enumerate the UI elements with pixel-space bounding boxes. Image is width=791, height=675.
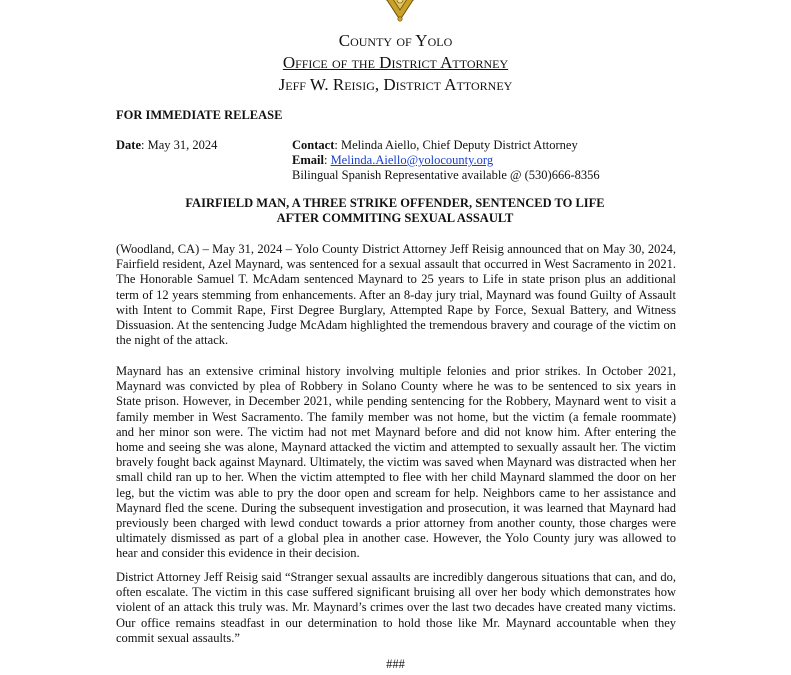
release-date (116, 138, 217, 153)
district-attorney-name: Jeff W. Reisig, District Attorney (278, 75, 513, 94)
end-mark: ### (386, 657, 405, 671)
date-label: Date (116, 138, 141, 152)
headline-line-1: FAIRFIELD MAN, A THREE STRIKE OFFENDER, SENTENCED TO LIFE (185, 196, 605, 210)
email-separator: : (323, 153, 331, 167)
headline (116, 196, 674, 226)
body-paragraph-3: District Attorney Jeff Reisig said “Stranger sexual assaults are incredibly dangerous situations that can, and do, often escalate. The victim in this case suffered significant bruising all over her body which demonstrates how violent of an attack this truly was. Mr. Maynard’s crimes over the last two decades have created many victims. Our office remains steadfast in our determination to hold those like Mr. Maynard accountable when they commit sexual assaults.” (116, 570, 676, 645)
contact-value: : Melinda Aiello, Chief Deputy District Attorney (334, 138, 578, 152)
email-link[interactable]: Melinda.Aiello@yolocounty.org (330, 153, 494, 167)
body-paragraph-2: Maynard has an extensive criminal history involving multiple felonies and prior strikes. In October 2021, Maynard was convicted by plea of Robbery in Solano County where he was to be sentenced to six years in State prison. However, in December 2021, while pending sentencing for the Robbery, Maynard went to visit a family member in West Sacramento. The family member was not home, but the victim (a female roommate) and her minor son were. The victim had not met Maynard before and did not know him. After entering the home and seeing she was alone, Maynard attacked the victim and attempted to sexually assault her. The victim bravely fought back against Maynard. Ultimately, the victim was saved when Maynard was distracted when her small child ran up to her. When the victim attempted to flee with her child Maynard slammed the door on her leg, but the victim was able to pry the door open and scream for help. Neighbors came to her assistance and Maynard fled the scene. During the subsequent investigation and prosecution, it was learned that Maynard had previously been charged with lewd conduct towards a prior attorney from another county, those charges were ultimately dismissed as part of a global plea in another case. However, the Yolo County jury was allowed to hear and consider this evidence in their decision. (116, 364, 676, 561)
contact-line (292, 138, 600, 153)
county-name: County of Yolo (338, 31, 453, 50)
email-label: Email (292, 153, 324, 167)
office-name: Office of the District Attorney (282, 53, 509, 72)
body-paragraph-1: (Woodland, CA) – May 31, 2024 – Yolo County District Attorney Jeff Reisig announced that on May 30, 2024, Fairfield resident, Azel Maynard, was sentenced for a sexual assault that occurred in West Sacramento in 2021. The Honorable Samuel T. McAdam sentenced Maynard to 25 years to Life in state prison plus an additional term of 12 years stemming from enhancements. After an 8-day jury trial, Maynard was found Guilty of Assault with Intent to Commit Rape, First Degree Burglary, Attempted Rape by Force, Sexual Battery, and Witness Dissuasion. At the sentencing Judge McAdam highlighted the tremendous bravery and courage of the victim on the night of the attack. (116, 242, 676, 348)
email-line (292, 153, 600, 168)
release-label: FOR IMMEDIATE RELEASE (116, 108, 283, 122)
bilingual-line: Bilingual Spanish Representative available @ (530)666-8356 (292, 168, 600, 182)
contact-label: Contact (292, 138, 335, 152)
date-value: : May 31, 2024 (141, 138, 218, 152)
headline-line-2: AFTER COMMITING SEXUAL ASSAULT (276, 211, 514, 225)
contact-block (292, 138, 600, 183)
sheriff-star-seal-icon (365, 0, 435, 22)
